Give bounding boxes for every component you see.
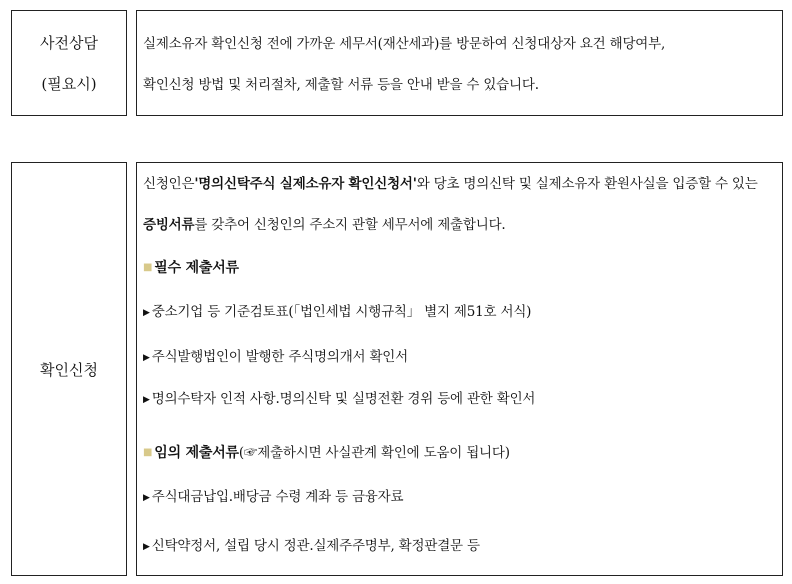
required-item — [143, 387, 535, 407]
intro-text-cont: 와 당초 명의신탁 및 실제소유자 환원사실을 입증할 수 있는 — [416, 176, 758, 192]
required-item-text: 주식발행법인이 발행한 주식명의개서 확인서 — [151, 349, 408, 365]
application-text-cell — [136, 162, 783, 576]
application-label-cell — [11, 162, 127, 576]
triangle-right-icon: ▶ — [143, 308, 150, 318]
optional-heading-text: 임의 제출서류 — [154, 445, 239, 461]
optional-item — [143, 534, 480, 554]
required-heading-text: 필수 제출서류 — [154, 260, 239, 276]
optional-item — [143, 485, 403, 505]
triangle-right-icon: ▶ — [143, 493, 150, 503]
evidence-docs: 증빙서류 — [143, 217, 195, 233]
square-dot-icon: ■ — [143, 262, 153, 273]
triangle-right-icon: ▶ — [143, 353, 150, 363]
consultation-text-cell — [136, 10, 783, 116]
consultation-label-note: (필요시) — [41, 75, 97, 93]
triangle-right-icon: ▶ — [143, 542, 150, 552]
consultation-text-line-1: 실제소유자 확인신청 전에 가까운 세무서(재산세과)를 방문하여 신청대상자 요건 해당여부, — [143, 36, 666, 52]
intro-text: 신청인은 — [143, 176, 195, 192]
required-item-text: 중소기업 등 기준검토표(「법인세법 시행규칙」 별지 제51호 서식) — [151, 304, 532, 320]
application-intro-line-2 — [143, 213, 506, 233]
application-intro-line-1 — [143, 172, 758, 192]
intro-text-cont-2: 를 갖추어 신청인의 주소지 관할 세무서에 제출합니다. — [194, 217, 506, 233]
required-item — [143, 300, 531, 320]
triangle-right-icon: ▶ — [143, 395, 150, 405]
optional-docs-heading — [143, 441, 510, 462]
required-item — [143, 345, 408, 365]
optional-item-text: 신탁약정서, 설립 당시 정관.실제주주명부, 확정판결문 등 — [151, 538, 480, 554]
required-item-text: 명의수탁자 인적 사항.명의신탁 및 실명전환 경위 등에 관한 확인서 — [151, 391, 536, 407]
square-dot-icon: ■ — [143, 447, 153, 458]
required-docs-heading — [143, 257, 239, 277]
optional-note: (☞제출하시면 사실관계 확인에 도움이 됩니다) — [238, 445, 510, 461]
form-name: '명의신탁주식 실제소유자 확인신청서' — [194, 176, 417, 192]
consultation-label: 사전상담 — [40, 34, 98, 52]
optional-item-text: 주식대금납입.배당금 수령 계좌 등 금융자료 — [151, 489, 404, 505]
application-label: 확인신청 — [40, 360, 98, 379]
consultation-text-line-2: 확인신청 방법 및 처리절차, 제출할 서류 등을 안내 받을 수 있습니다. — [143, 77, 539, 93]
consultation-label-cell — [11, 10, 127, 116]
